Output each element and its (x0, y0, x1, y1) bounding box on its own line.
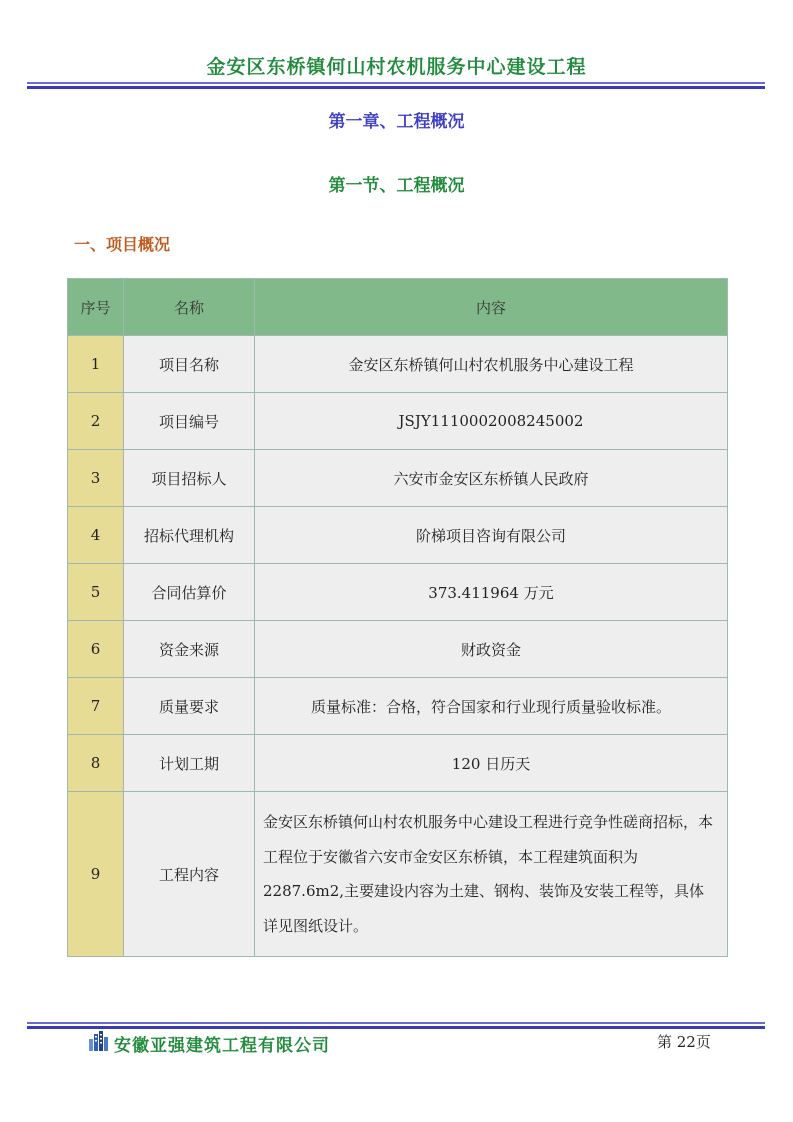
cell-name: 合同估算价 (124, 564, 255, 621)
table-row (68, 792, 728, 957)
building-logo-icon (88, 1031, 110, 1051)
cell-no: 8 (68, 735, 124, 792)
project-overview-table (67, 278, 728, 957)
cell-content: 质量标准：合格，符合国家和行业现行质量验收标准。 (255, 678, 728, 735)
header-rule-thin (27, 82, 765, 84)
cell-content: JSJY1110002008245002 (255, 393, 728, 450)
cell-no: 9 (68, 792, 124, 957)
cell-content: 六安市金安区东桥镇人民政府 (255, 450, 728, 507)
footer-company-name: 安徽亚强建筑工程有限公司 (114, 1036, 330, 1056)
cell-content: 金安区东桥镇何山村农机服务中心建设工程进行竞争性磋商招标，本工程位于安徽省六安市金安区东桥镇，本工程建筑面积为 2287.6m2,主要建设内容为土建、钢构、装饰及安装工程等，具体详见图纸设计。 (255, 792, 728, 957)
subsection-title: 一、项目概况 (74, 235, 171, 254)
cell-no: 7 (68, 678, 124, 735)
cell-name: 资金来源 (124, 621, 255, 678)
chapter-title: 第一章、工程概况 (328, 112, 465, 132)
footer-rule-thin (27, 1022, 765, 1024)
table-row (68, 678, 728, 735)
table-row (68, 564, 728, 621)
cell-content: 373.411964 万元 (255, 564, 728, 621)
table-row (68, 621, 728, 678)
header-rule-thick (27, 86, 765, 89)
cell-content: 金安区东桥镇何山村农机服务中心建设工程 (255, 336, 728, 393)
cell-no: 6 (68, 621, 124, 678)
table-row (68, 735, 728, 792)
header-cell-content: 内容 (255, 279, 728, 336)
cell-name: 计划工期 (124, 735, 255, 792)
cell-name: 招标代理机构 (124, 507, 255, 564)
cell-name: 工程内容 (124, 792, 255, 957)
document-header-title: 金安区东桥镇何山村农机服务中心建设工程 (206, 56, 587, 78)
footer-rule-thick (27, 1026, 765, 1029)
header-cell-name: 名称 (124, 279, 255, 336)
page-number: 第 22页 (657, 1033, 711, 1051)
table-row (68, 393, 728, 450)
cell-no: 5 (68, 564, 124, 621)
cell-no: 1 (68, 336, 124, 393)
table-row (68, 507, 728, 564)
cell-no: 2 (68, 393, 124, 450)
cell-name: 项目招标人 (124, 450, 255, 507)
cell-name: 项目编号 (124, 393, 255, 450)
cell-content: 阶梯项目咨询有限公司 (255, 507, 728, 564)
header-cell-no: 序号 (68, 279, 124, 336)
cell-name: 项目名称 (124, 336, 255, 393)
table-header-row (68, 279, 728, 336)
cell-no: 3 (68, 450, 124, 507)
cell-name: 质量要求 (124, 678, 255, 735)
cell-no: 4 (68, 507, 124, 564)
table-row (68, 450, 728, 507)
cell-content: 120 日历天 (255, 735, 728, 792)
table-row (68, 336, 728, 393)
section-title: 第一节、工程概况 (328, 176, 465, 196)
cell-content: 财政资金 (255, 621, 728, 678)
